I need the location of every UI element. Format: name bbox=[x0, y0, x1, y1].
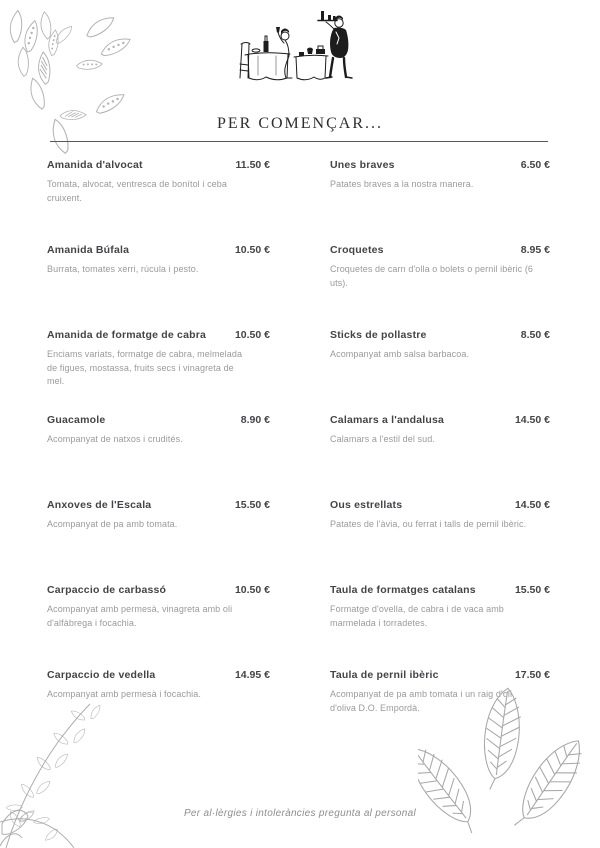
item-description: Acompanyat amb salsa barbacoa. bbox=[330, 349, 470, 359]
item-description: Formatge d'ovella, de cabra i de vaca amb marmelada i torradetes. bbox=[330, 604, 504, 628]
item-price: 14.50 € bbox=[514, 499, 550, 511]
menu-item bbox=[47, 499, 270, 584]
allergy-note: Per al·lèrgies i intoleràncies pregunta al personal bbox=[183, 808, 417, 819]
item-name: Anxoves de l'Escala bbox=[47, 499, 152, 511]
menu-column-right bbox=[330, 159, 550, 754]
item-price: 8.50 € bbox=[520, 329, 550, 341]
item-name: Unes braves bbox=[330, 159, 395, 171]
item-price: 10.50 € bbox=[234, 584, 270, 596]
menu-item bbox=[330, 329, 550, 414]
item-description: Croquetes de carn d'olla o bolets o pernil ibèric (6 uts). bbox=[330, 264, 534, 288]
item-name: Sticks de pollastre bbox=[330, 329, 427, 341]
section-title: PER COMENÇAR... bbox=[216, 115, 384, 132]
menu-item bbox=[47, 244, 270, 329]
menu-item bbox=[47, 329, 270, 414]
item-description: Patates braves a la nostra manera. bbox=[330, 179, 474, 189]
item-name: Taula de formatges catalans bbox=[330, 584, 476, 596]
item-description: Burrata, tomates xerri, rúcula i pesto. bbox=[47, 264, 199, 274]
scattered-leaves-icon bbox=[0, 0, 150, 158]
item-name: Taula de pernil ibèric bbox=[330, 669, 439, 681]
menu-item bbox=[47, 414, 270, 499]
title-divider bbox=[50, 141, 548, 142]
item-description: Calamars a l'estil del sud. bbox=[330, 434, 435, 444]
menu-item bbox=[47, 159, 270, 244]
item-price: 8.90 € bbox=[240, 414, 270, 426]
menu-item bbox=[47, 669, 270, 754]
item-description: Tomata, alvocat, ventresca de bonítol i ceba cruixent. bbox=[47, 179, 228, 203]
item-name: Calamars a l'andalusa bbox=[330, 414, 445, 426]
item-name: Amanida Búfala bbox=[47, 244, 130, 256]
item-name: Amanida d'alvocat bbox=[47, 159, 143, 171]
menu-item bbox=[47, 584, 270, 669]
item-description: Patates de l'àvia, ou ferrat i talls de pernil ibèric. bbox=[330, 519, 527, 529]
waiter-scene-illustration bbox=[236, 8, 366, 101]
menu-item bbox=[330, 499, 550, 584]
menu-item bbox=[330, 669, 550, 754]
menu-item bbox=[330, 159, 550, 244]
menu-item bbox=[330, 584, 550, 669]
item-price: 14.50 € bbox=[514, 414, 550, 426]
item-price: 15.50 € bbox=[514, 584, 550, 596]
item-description: Acompanyat de natxos i crudités. bbox=[47, 434, 183, 444]
menu-item bbox=[330, 244, 550, 329]
item-name: Ous estrellats bbox=[330, 499, 403, 511]
item-name: Amanida de formatge de cabra bbox=[47, 329, 207, 341]
item-price: 11.50 € bbox=[235, 159, 270, 171]
item-price: 6.50 € bbox=[520, 159, 550, 171]
item-description: Enciams variats, formatge de cabra, melmelada de figues, mostassa, fruits secs i vinagreta de mel. bbox=[47, 349, 243, 386]
item-price: 14.95 € bbox=[234, 669, 270, 681]
item-price: 8.95 € bbox=[520, 244, 550, 256]
item-description: Acompanyat amb permesà i focachia. bbox=[47, 689, 201, 699]
item-price: 10.50 € bbox=[234, 329, 270, 341]
item-description: Acompanyat amb permesà, vinagreta amb oli d'alfàbrega i focachia. bbox=[47, 604, 233, 628]
item-description: Acompanyat de pa amb tomata. bbox=[47, 519, 178, 529]
item-price: 10.50 € bbox=[234, 244, 270, 256]
item-name: Croquetes bbox=[330, 244, 384, 256]
item-name: Carpaccio de vedella bbox=[47, 669, 156, 681]
item-price: 17.50 € bbox=[514, 669, 550, 681]
item-price: 15.50 € bbox=[234, 499, 270, 511]
menu-column-left bbox=[47, 159, 270, 754]
item-name: Carpaccio de carbassó bbox=[47, 584, 167, 596]
menu-item bbox=[330, 414, 550, 499]
item-name: Guacamole bbox=[47, 414, 106, 426]
item-description: Acompanyat de pa amb tomata i un raig d'oli d'oliva D.O. Empordà. bbox=[330, 689, 513, 713]
